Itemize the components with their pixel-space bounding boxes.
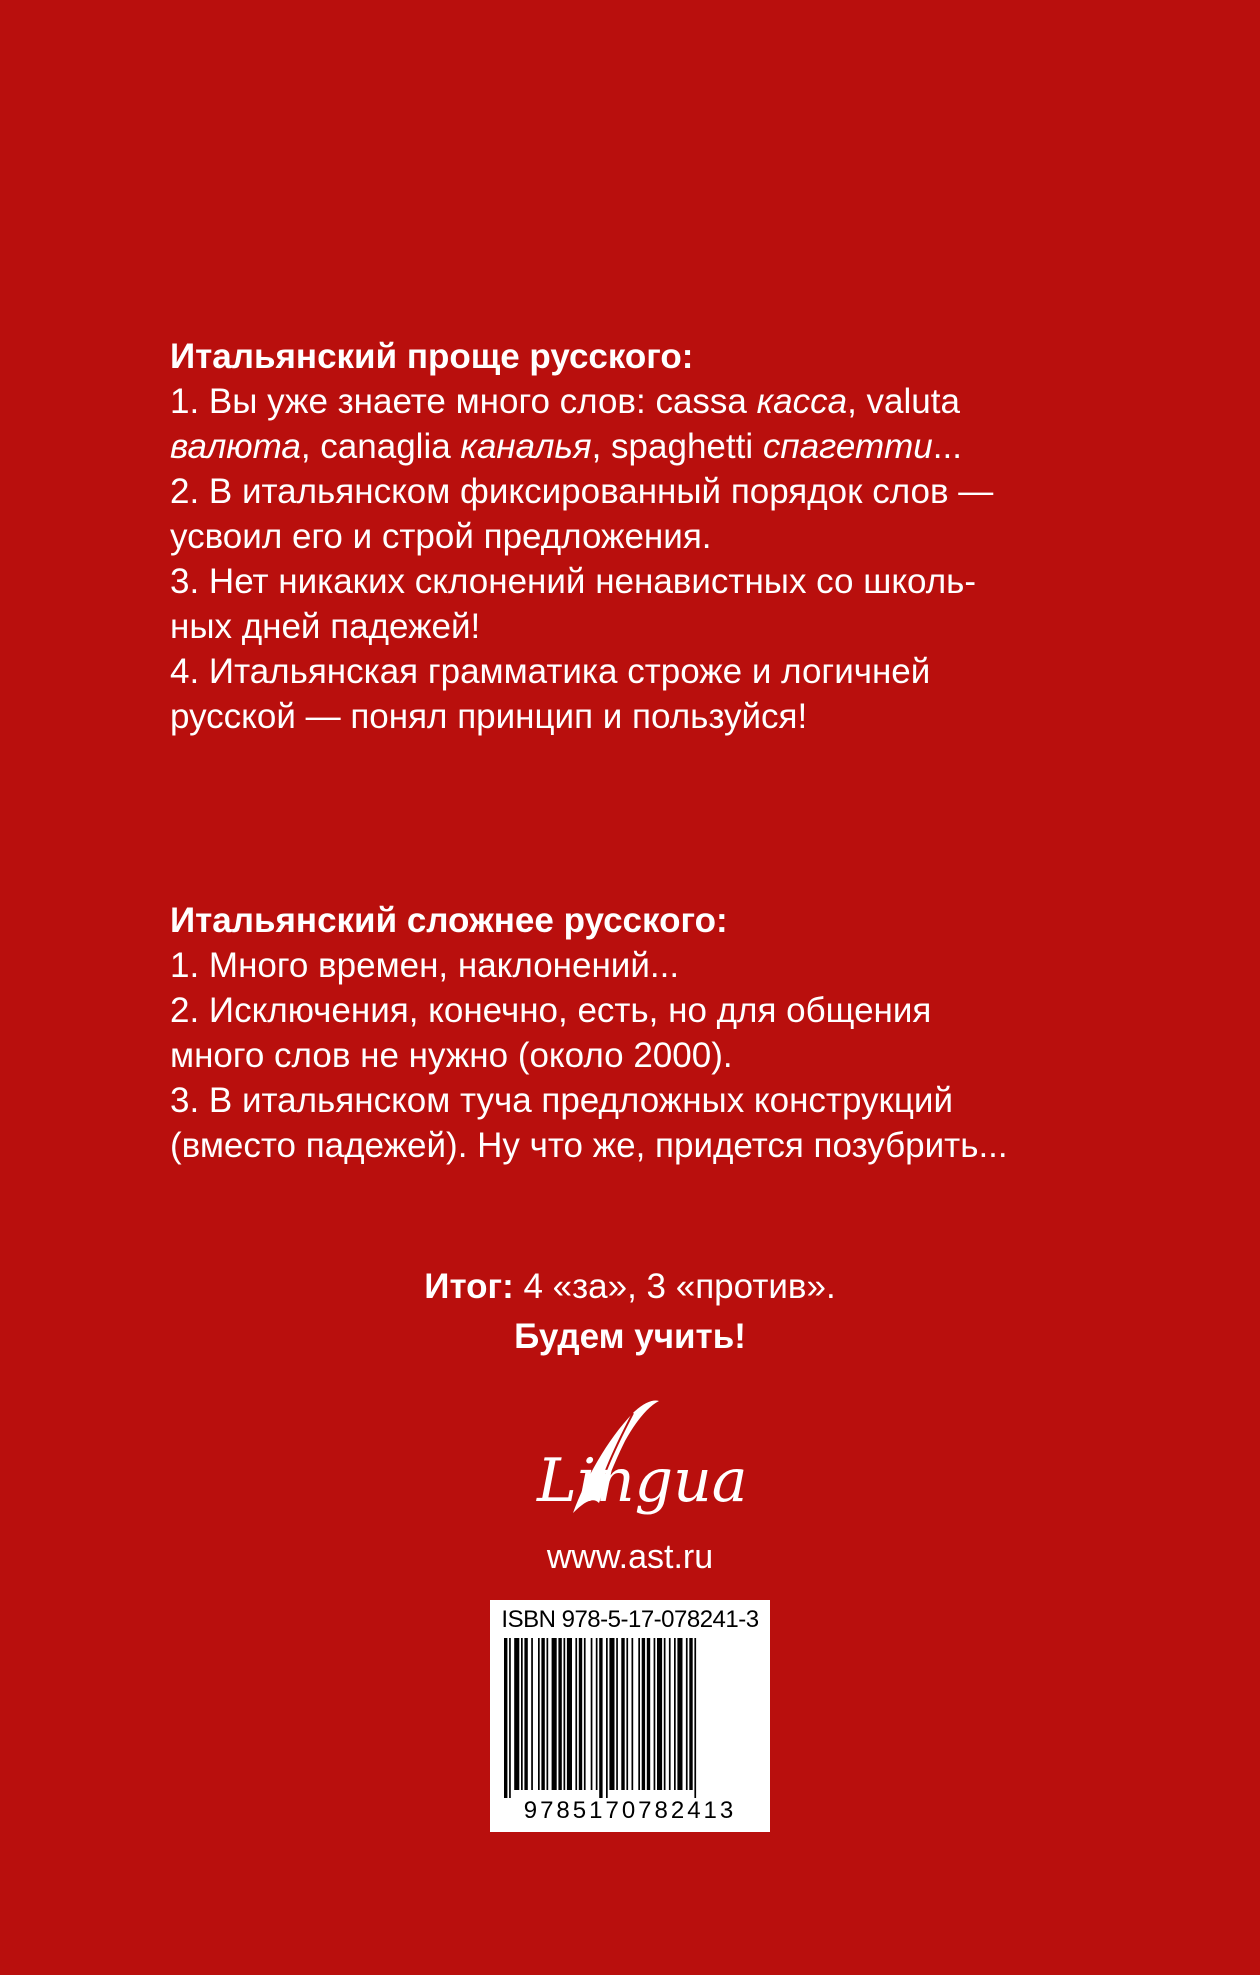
barcode-bar	[674, 1638, 676, 1790]
text-segment: 1. Много времен, наклонений...	[170, 946, 680, 985]
contra-line	[170, 1123, 1110, 1168]
barcode-bar	[689, 1638, 692, 1790]
italic-word: спагетти	[762, 427, 933, 466]
contra-list	[170, 943, 1110, 1168]
barcode-bar	[686, 1638, 688, 1790]
barcode-bar	[642, 1638, 645, 1790]
barcode-bar	[524, 1638, 527, 1790]
contra-line	[170, 988, 1110, 1033]
pro-line	[170, 694, 1110, 739]
barcode-bar	[657, 1638, 662, 1790]
barcode-bar	[575, 1638, 577, 1790]
pro-heading: Итальянский проще русского:	[170, 337, 694, 376]
barcode-bar	[632, 1638, 634, 1790]
text-segment: ...	[932, 427, 962, 466]
website-link[interactable]: www.ast.ru	[546, 1538, 714, 1576]
text-segment: , valuta	[847, 382, 960, 421]
text-segment: ных дней падежей!	[170, 607, 481, 646]
pro-line	[170, 514, 1110, 559]
barcode-bar	[591, 1638, 593, 1790]
italic-word: каналья	[460, 427, 592, 466]
barcode-bar	[584, 1638, 586, 1790]
barcode-bar	[531, 1638, 533, 1790]
contra-line	[170, 943, 1110, 988]
logo-text: Lingua	[537, 1446, 748, 1516]
text-segment: (вместо падежей). Ну что же, придется позубрить...	[170, 1126, 1008, 1165]
barcode-bar	[547, 1638, 549, 1790]
isbn-number: ISBN 978-5-17-078241-3	[501, 1606, 759, 1633]
pro-list	[170, 379, 1110, 739]
barcode-bar	[552, 1638, 557, 1790]
isbn-barcode	[490, 1600, 770, 1832]
italic-word: касса	[756, 382, 848, 421]
barcode-bar	[596, 1638, 598, 1790]
barcode-bar	[579, 1638, 582, 1790]
barcode-bar	[521, 1638, 523, 1790]
barcode-bar	[654, 1638, 656, 1790]
pro-line	[170, 604, 1110, 649]
text-segment: 2. В итальянском фиксированный порядок слов —	[170, 472, 994, 511]
barcode-bar	[616, 1638, 618, 1790]
text-segment: усвоил его и строй предложения.	[170, 517, 712, 556]
barcode-bar	[504, 1638, 507, 1798]
pro-line	[170, 379, 1110, 424]
summary-label: Итог:	[424, 1267, 514, 1306]
barcode-bar	[541, 1638, 544, 1790]
pro-line	[170, 649, 1110, 694]
barcode-bar	[509, 1638, 511, 1798]
barcode-bar	[626, 1638, 628, 1790]
text-segment: 4. Итальянская грамматика строже и логичней	[170, 652, 931, 691]
text-segment: 2. Исключения, конечно, есть, но для общения	[170, 991, 932, 1030]
barcode-bars	[502, 1638, 758, 1798]
italic-word: валюта	[170, 427, 301, 466]
text-segment: 1. Вы уже знаете много слов: cassa	[170, 382, 757, 421]
contra-heading: Итальянский сложнее русского:	[170, 901, 728, 940]
barcode-bar	[564, 1638, 566, 1790]
barcode-bar	[599, 1638, 602, 1798]
pro-line	[170, 469, 1110, 514]
ean-digits: 9785170782413	[523, 1797, 737, 1824]
pro-section	[170, 334, 1110, 739]
barcode-bar	[514, 1638, 519, 1790]
barcode-bar	[647, 1638, 650, 1790]
contra-line	[170, 1033, 1110, 1078]
barcode-bar	[694, 1638, 696, 1798]
barcode-bar	[567, 1638, 572, 1790]
text-segment: много слов не нужно (около 2000).	[170, 1036, 733, 1075]
text-segment: , spaghetti	[591, 427, 763, 466]
barcode-bar	[609, 1638, 614, 1790]
barcode-bar	[669, 1638, 671, 1790]
pro-line	[170, 559, 1110, 604]
text-segment: 3. В итальянском туча предложных конструкций	[170, 1081, 953, 1120]
summary-call: Будем учить!	[514, 1317, 746, 1356]
lingua-logo	[515, 1385, 755, 1535]
barcode-bar	[638, 1638, 640, 1790]
barcode-bar	[606, 1638, 608, 1798]
contra-section	[170, 898, 1110, 1168]
summary-text: 4 «за», 3 «против».	[513, 1267, 836, 1306]
summary-line	[0, 1262, 1260, 1312]
barcode-bar	[558, 1638, 561, 1790]
pro-line	[170, 424, 1110, 469]
barcode-bar	[538, 1638, 540, 1790]
text-segment: 3. Нет никаких склонений ненавистных со школь-	[170, 562, 977, 601]
barcode-bar	[677, 1638, 682, 1790]
contra-line	[170, 1078, 1110, 1123]
text-segment: русской — понял принцип и пользуйся!	[170, 697, 808, 736]
text-segment: , canaglia	[300, 427, 461, 466]
barcode-bar	[621, 1638, 624, 1790]
barcode-bar	[664, 1638, 666, 1790]
